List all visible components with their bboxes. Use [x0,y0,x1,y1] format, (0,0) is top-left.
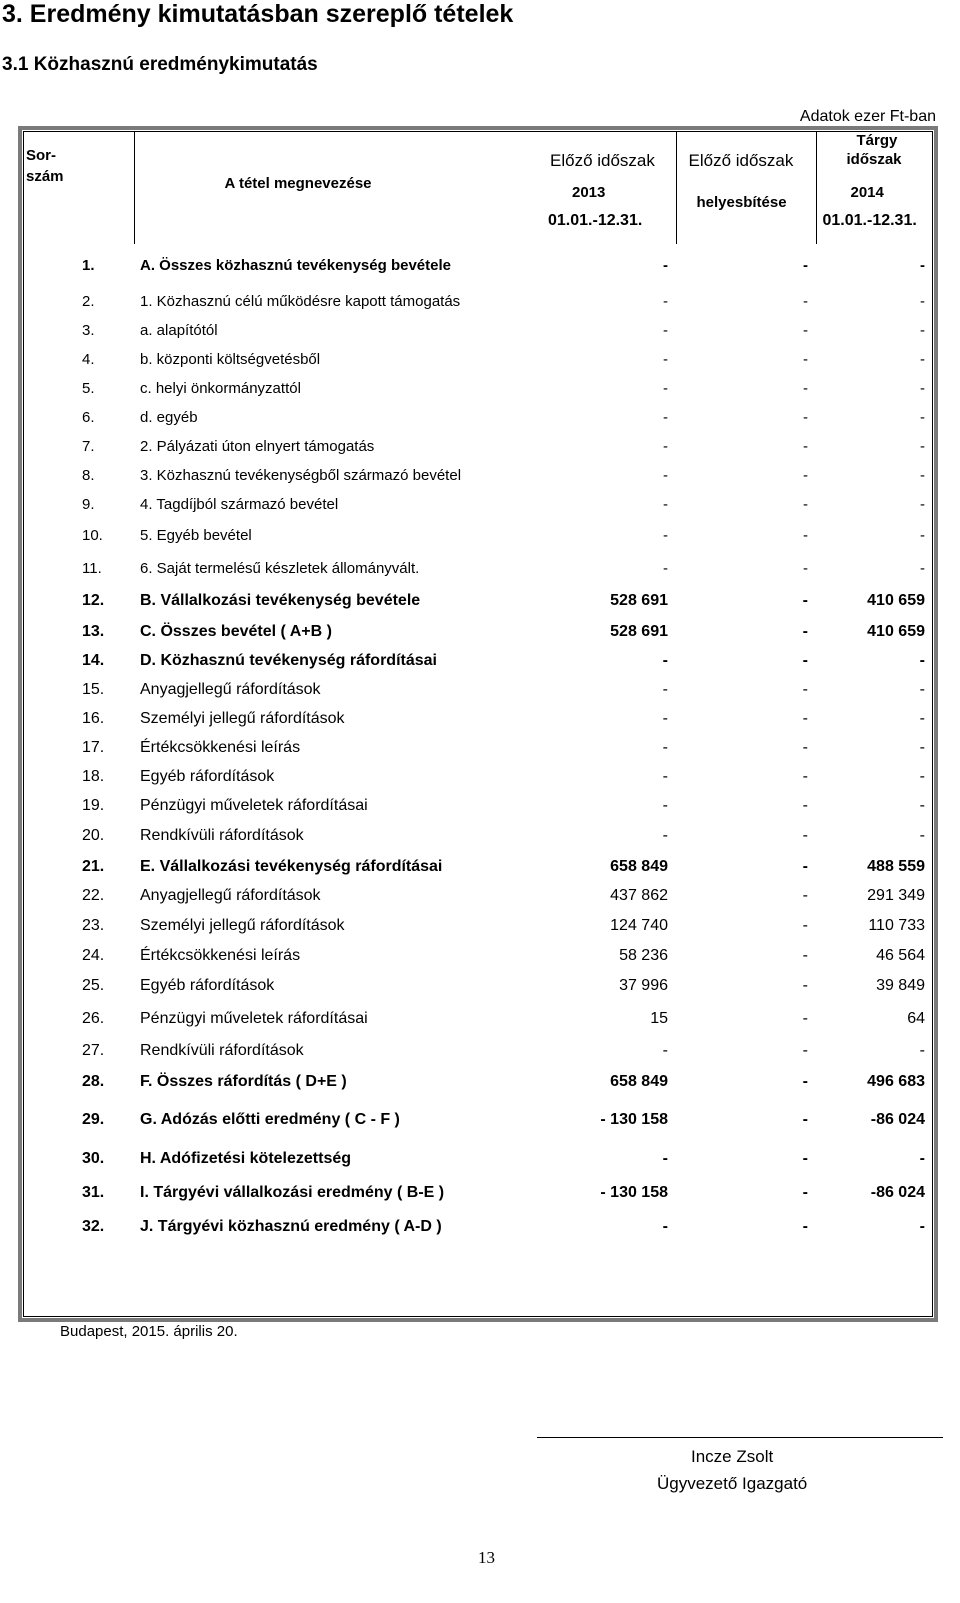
table-row [24,911,933,941]
row-prev-value: - [662,1150,668,1167]
table-row [24,490,933,519]
row-correction-value: - [802,738,808,756]
row-number: 30. [82,1150,105,1167]
row-prev-value: - 130 158 [600,1111,668,1128]
row-name: 2. Pályázati úton elnyert támogatás [140,438,375,455]
header-prev-label: Előző időszak [550,151,655,170]
row-correction-value: - [803,380,808,397]
row-name: a. alapítótól [140,322,218,339]
subsection-heading: 3.1 Közhasznú eredménykimutatás [2,54,318,75]
row-prev-value: - [663,467,668,484]
table-row [24,733,933,762]
row-correction-value: - [802,1041,808,1059]
row-current-value: - [920,467,925,484]
header-curr-label-1: Tárgy [856,132,898,149]
row-correction-value: - [802,680,808,698]
unit-note: Adatok ezer Ft-ban [799,108,936,125]
row-number: 3. [82,322,95,339]
row-name: Értékcsökkenési leírás [140,946,301,964]
row-name: D. Közhasznú tevékenység ráfordításai [140,651,437,669]
signature-line [537,1437,943,1438]
row-prev-value: - [663,380,668,397]
row-prev-value: - [662,1217,668,1235]
header-curr-year: 2014 [850,184,884,201]
table-row [24,1065,933,1099]
row-correction-value: - [802,622,808,640]
row-prev-value: 658 849 [610,1073,668,1090]
row-current-value: - [920,560,925,577]
row-name: d. egyéb [140,409,198,426]
row-number: 26. [82,1009,105,1027]
row-correction-value: - [803,322,808,339]
row-prev-value: - [662,767,668,785]
row-current-value: - [920,322,925,339]
section-heading: 3. Eredmény kimutatásban szereplő tételek [2,0,514,28]
row-correction-value: - [802,917,808,934]
row-prev-value: 528 691 [610,592,668,609]
row-name: J. Tárgyévi közhasznú eredmény ( A-D ) [140,1217,442,1235]
row-number: 29. [82,1111,105,1128]
table-row [24,519,933,552]
table-row [24,432,933,461]
row-name: A. Összes közhasznú tevékenység bevétele [140,257,451,274]
table-row [24,461,933,490]
header-corr-label: Előző időszak [688,151,794,170]
row-prev-value: 37 996 [619,976,668,994]
row-current-value: - [920,351,925,368]
row-prev-value: 15 [650,1009,668,1027]
row-prev-value: - [663,293,668,310]
row-prev-value: - [663,322,668,339]
row-prev-value: 58 236 [619,946,668,964]
row-correction-value: - [802,796,808,814]
row-current-value: -86 024 [870,1111,925,1128]
table-row [24,374,933,403]
row-number: 8. [82,467,95,484]
row-name: Rendkívüli ráfordítások [140,1041,304,1059]
table-row [24,791,933,820]
header-curr-label-2: időszak [846,151,902,168]
row-prev-value: - [662,827,668,844]
row-name: H. Adófizetési kötelezettség [140,1150,352,1167]
row-name: Rendkívüli ráfordítások [140,827,304,844]
row-current-value: - [920,409,925,426]
row-current-value: 46 564 [876,946,925,964]
row-number: 16. [82,709,105,727]
row-current-value: - [919,827,925,844]
table-row [24,1001,933,1036]
row-prev-value: 437 862 [610,887,668,904]
table-row [24,244,933,287]
row-number: 28. [82,1073,105,1090]
row-correction-value: - [803,351,808,368]
row-number: 1. [82,257,95,274]
row-correction-value: - [802,1111,808,1128]
row-correction-value: - [803,438,808,455]
header-curr-period: 01.01.-12.31. [822,212,917,229]
table-row [24,345,933,374]
row-current-value: 64 [907,1009,925,1027]
row-current-value: - [919,680,925,698]
table-row [24,287,933,316]
signer-title: Ügyvezető Igazgató [657,1474,808,1493]
table-header-row [24,132,933,244]
row-correction-value: - [803,496,808,513]
table-row [24,316,933,345]
row-current-value: 291 349 [867,887,925,904]
row-current-value: - [920,438,925,455]
row-correction-value: - [803,527,808,544]
row-correction-value: - [802,827,808,844]
row-prev-value: - [662,651,668,669]
row-number: 17. [82,738,105,756]
row-current-value: - [920,257,925,274]
header-corr-sub: helyesbítése [696,194,787,211]
header-prev-year: 2013 [572,184,606,201]
row-current-value: - [920,527,925,544]
row-correction-value: - [802,651,808,669]
row-number: 25. [82,976,105,994]
place-date: Budapest, 2015. április 20. [60,1323,238,1340]
row-name: G. Adózás előtti eredmény ( C - F ) [140,1111,400,1128]
table-row [24,646,933,675]
table-row [24,675,933,704]
row-correction-value: - [802,592,808,609]
row-name: c. helyi önkormányzattól [140,380,301,397]
row-correction-value: - [802,857,808,875]
row-name: b. központi költségvetésből [140,351,321,368]
table-row [24,1099,933,1141]
row-current-value: - [919,1041,925,1059]
row-number: 15. [82,680,105,698]
row-current-value: -86 024 [870,1184,925,1201]
row-current-value: 39 849 [876,976,925,994]
row-current-value: - [919,1217,925,1235]
table-row [24,1209,933,1244]
table-row [24,552,933,585]
row-number: 18. [82,767,105,785]
row-prev-value: - [662,680,668,698]
row-name: Pénzügyi műveletek ráfordításai [140,1009,368,1027]
row-current-value: 410 659 [867,592,925,609]
row-correction-value: - [803,293,808,310]
row-name: Személyi jellegű ráfordítások [140,709,345,727]
row-number: 10. [82,527,103,544]
row-current-value: - [919,796,925,814]
table-row [24,820,933,852]
table-row [24,403,933,432]
row-prev-value: - [663,527,668,544]
row-name: 1. Közhasznú célú működésre kapott támogatás [140,293,461,310]
row-name: Értékcsökkenési leírás [140,738,301,756]
row-current-value: - [920,293,925,310]
table-row [24,1036,933,1065]
row-name: E. Vállalkozási tevékenység ráfordításai [140,857,443,875]
row-number: 31. [82,1184,105,1201]
table-row [24,762,933,791]
page-number: 13 [478,1548,495,1567]
row-correction-value: - [802,1184,808,1201]
row-current-value: 110 733 [868,917,925,934]
row-correction-value: - [802,1073,808,1090]
row-correction-value: - [803,560,808,577]
signer-name: Incze Zsolt [691,1447,774,1466]
row-name: B. Vállalkozási tevékenység bevétele [140,592,421,609]
row-correction-value: - [802,1009,808,1027]
row-name: Anyagjellegű ráfordítások [140,887,321,904]
row-prev-value: - [663,409,668,426]
row-number: 19. [82,796,105,814]
row-prev-value: 124 740 [610,917,668,934]
row-number: 20. [82,827,105,844]
table-row [24,704,933,733]
row-prev-value: - [663,351,668,368]
row-correction-value: - [802,976,808,994]
row-name: Személyi jellegű ráfordítások [140,917,345,934]
row-name: F. Összes ráfordítás ( D+E ) [140,1073,347,1090]
row-prev-value: 528 691 [610,622,668,640]
row-number: 32. [82,1217,105,1235]
table-row [24,1177,933,1209]
row-correction-value: - [803,257,808,274]
row-correction-value: - [802,946,808,964]
row-current-value: - [919,767,925,785]
row-correction-value: - [803,467,808,484]
row-number: 9. [82,496,95,513]
row-name: I. Tárgyévi vállalkozási eredmény ( B-E ) [140,1184,445,1201]
row-name: Anyagjellegű ráfordítások [140,680,321,698]
row-prev-value: - [662,738,668,756]
table-row [24,881,933,911]
row-correction-value: - [802,767,808,785]
row-prev-value: - [663,496,668,513]
row-number: 5. [82,380,95,397]
row-prev-value: - [663,560,668,577]
row-correction-value: - [802,709,808,727]
row-number: 27. [82,1041,105,1059]
row-number: 6. [82,409,95,426]
row-number: 23. [82,917,105,934]
row-current-value: 496 683 [867,1073,925,1090]
row-name: 5. Egyéb bevétel [140,527,252,544]
row-correction-value: - [803,409,808,426]
row-number: 21. [82,857,105,875]
row-number: 2. [82,293,95,310]
row-prev-value: - [662,796,668,814]
header-item-name: A tétel megnevezése [224,175,372,192]
table-row [24,1141,933,1177]
row-current-value: - [920,496,925,513]
income-statement-table [24,132,933,1244]
row-prev-value: 658 849 [610,857,668,875]
row-prev-value: - 130 158 [600,1184,668,1201]
table-row [24,585,933,617]
row-correction-value: - [802,1217,808,1235]
row-prev-value: - [663,438,668,455]
row-prev-value: - [662,1041,668,1059]
row-name: C. Összes bevétel ( A+B ) [140,622,332,640]
row-number: 22. [82,887,105,904]
row-correction-value: - [802,1150,808,1167]
table-row [24,970,933,1001]
row-current-value: - [919,1150,925,1167]
row-name: 3. Közhasznú tevékenységből származó bevétel [140,467,462,484]
row-prev-value: - [663,257,668,274]
row-name: 6. Saját termelésű készletek állományvált. [140,560,420,577]
row-name: Egyéb ráfordítások [140,976,275,994]
row-number: 4. [82,351,95,368]
row-number: 14. [82,651,105,669]
row-current-value: - [919,709,925,727]
row-current-value: - [919,738,925,756]
row-current-value: - [920,380,925,397]
table-row [24,617,933,646]
row-number: 12. [82,592,105,609]
row-number: 11. [82,560,102,577]
header-sorszam: Sor- szám [26,147,64,185]
row-name: 4. Tagdíjból származó bevétel [140,496,339,513]
table-row [24,852,933,881]
row-name: Egyéb ráfordítások [140,767,275,785]
row-current-value: - [919,651,925,669]
table-row [24,941,933,970]
row-number: 13. [82,622,105,640]
row-correction-value: - [802,887,808,904]
row-name: Pénzügyi műveletek ráfordításai [140,796,368,814]
header-prev-period: 01.01.-12.31. [548,212,643,229]
row-current-value: 488 559 [867,857,925,875]
row-number: 7. [82,438,95,455]
row-current-value: 410 659 [867,622,925,640]
row-prev-value: - [662,709,668,727]
row-number: 24. [82,946,105,964]
